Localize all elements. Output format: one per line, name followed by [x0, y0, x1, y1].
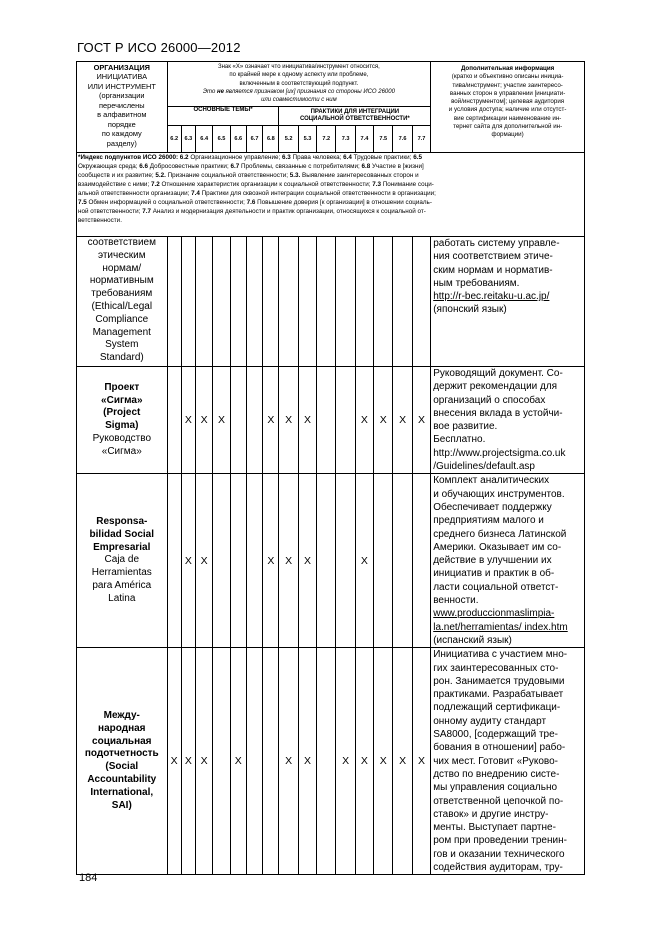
relevance-mark-cell	[213, 648, 230, 875]
relevance-mark-cell: X	[181, 474, 195, 648]
additional-info-cell	[431, 237, 585, 367]
info-line: инициатив и практик в об-	[433, 568, 555, 580]
subclause-code-header: 7.7	[412, 126, 430, 153]
relevance-mark-cell: X	[412, 648, 430, 875]
subclause-code-header: 6.8	[263, 126, 279, 153]
relevance-mark-cell: X	[393, 648, 412, 875]
relevance-mark-cell	[374, 237, 393, 367]
relevance-mark-cell: X	[374, 648, 393, 875]
relevance-mark-cell	[279, 237, 298, 367]
info-line: (японский язык)	[433, 304, 507, 316]
relevance-mark-cell: X	[263, 474, 279, 648]
header-org-line: по каждому	[101, 129, 142, 139]
relevance-mark-cell	[374, 474, 393, 648]
info-line: среднего бизнеса Латинской	[433, 528, 567, 540]
relevance-mark-cell: X	[230, 648, 246, 875]
info-line: SA8000, [содержащий тре-	[433, 729, 559, 741]
relevance-mark-cell: X	[181, 648, 195, 875]
subclause-legend: *Индекс подпунктов ИСО 26000: 6.2 Организационное управление; 6.3 Права человека; 6.4 Трудовые практики; 6.5 Окружающая среда; 6.6 Добросовестные практики; 6.7 Проблемы, связанные с потребителями; 6.8 Участие в [жизни] сообществ и их развитие; 5.2. Признание социальной ответственности; 5.3. Выявление заинтересованных сторон и взаимодействие с ними; 7.2 Отношение характеристик организации к социальной ответственности; 7.3 Понимание соци- альной ответственности организации; 7.4 Практики для сквозной интеграции социальной ответственности в организации; 7.5 Обмен информацией о социальной ответственности; 7.6 Повышение доверия [к организации] в отношении социаль- ной ответственности; 7.7 Анализ и модернизация деятельности и практик организации, относящихся к социальной от- ветственности.	[77, 153, 585, 237]
info-line: действие в улучшении их	[433, 555, 552, 567]
initiative-name-line: этическим	[97, 249, 146, 261]
initiative-name-line: Standard)	[99, 352, 144, 364]
initiative-name-line: System	[105, 339, 139, 351]
info-line: гих заинтересованных сто-	[433, 662, 559, 674]
header-org-line: ИЛИ ИНСТРУМЕНТ	[87, 81, 156, 91]
info-line: бования в отношении] рабо-	[433, 742, 566, 754]
info-line: ром при проведении тренин-	[433, 835, 567, 847]
relevance-mark-cell: X	[355, 474, 373, 648]
info-line: ским нормам и норматив-	[433, 264, 553, 276]
relevance-mark-cell: X	[298, 474, 316, 648]
info-line: венности.	[433, 595, 479, 607]
relevance-mark-cell	[213, 237, 230, 367]
x-note-line: или совместимости с ним	[261, 97, 337, 104]
info-line: ответственной цепочкой по-	[433, 795, 564, 807]
initiative-name-bold-line: народная	[98, 722, 146, 734]
info-link[interactable]: www.produccionmaslimpia-	[433, 608, 555, 620]
relevance-mark-cell: X	[196, 648, 213, 875]
header-additional-info	[431, 62, 585, 153]
subclause-code-header: 6.7	[246, 126, 262, 153]
initiative-name-line: нормам/	[102, 262, 142, 274]
info-line: чих мест. Готовит «Руково-	[433, 755, 559, 767]
initiative-name-bold-line: SAI)	[111, 799, 132, 811]
initiative-name-line: соответствием	[87, 237, 156, 248]
subclause-code-header: 5.2	[279, 126, 298, 153]
header-org-line: порядке	[107, 119, 136, 129]
info-line: дство по внедрению систе-	[433, 768, 560, 780]
info-line: http://www.projectsigma.co.uk	[433, 447, 566, 459]
relevance-mark-cell	[393, 474, 412, 648]
relevance-mark-cell	[167, 367, 181, 474]
info-line: онному аудиту стандарт	[433, 715, 547, 727]
additional-info-line: вой/инструментом]; целевая аудитория	[451, 98, 565, 106]
initiative-name-cell	[77, 237, 168, 367]
x-note-line: Знак «Х» означает что инициатива/инструмент относится,	[217, 64, 380, 70]
initiative-name-cell	[77, 474, 168, 648]
info-line: Обеспечивает поддержку	[433, 501, 552, 513]
info-line: вое развитие.	[433, 421, 498, 433]
relevance-mark-cell: X	[298, 367, 316, 474]
relevance-mark-cell: X	[279, 474, 298, 648]
relevance-mark-cell: X	[263, 367, 279, 474]
initiative-name-bold-line: Responsa-	[96, 516, 148, 528]
relevance-mark-cell	[336, 237, 355, 367]
initiative-name-line: (Ethical/Legal	[91, 300, 153, 312]
relevance-mark-cell	[412, 474, 430, 648]
relevance-mark-cell	[213, 474, 230, 648]
info-line: держит рекомендации для	[433, 381, 558, 393]
table-row	[77, 367, 585, 474]
table-row	[77, 237, 585, 367]
subclause-code-header: 6.3	[181, 126, 195, 153]
relevance-mark-cell	[336, 474, 355, 648]
info-line: Руководящий документ. Со-	[433, 368, 563, 379]
subclause-code-header: 6.6	[230, 126, 246, 153]
initiative-name-bold-line: International,	[90, 786, 154, 798]
header-core-subjects: ОСНОВНЫЕ ТЕМЫ*	[167, 107, 279, 126]
header-org-line: ОРГАНИЗАЦИЯ	[93, 63, 150, 72]
page-number: 184	[79, 872, 98, 884]
relevance-mark-cell: X	[374, 367, 393, 474]
initiative-name-bold-line: «Сигма»	[101, 394, 143, 406]
subclause-code-header: 7.2	[317, 126, 336, 153]
relevance-mark-cell	[167, 474, 181, 648]
additional-info-line: (кратко и объективно описаны инициа-	[451, 73, 564, 81]
info-line: подлежащий сертификаци-	[433, 702, 561, 714]
subclause-code-header: 7.6	[393, 126, 412, 153]
additional-info-cell	[431, 367, 585, 474]
relevance-mark-cell	[317, 648, 336, 875]
relevance-mark-cell: X	[393, 367, 412, 474]
initiative-name-bold-line: социальная	[92, 735, 152, 747]
header-org-line: ИНИЦИАТИВА	[96, 72, 148, 82]
subclause-code-header: 5.3	[298, 126, 316, 153]
subclause-code-header: 6.4	[196, 126, 213, 153]
header-org-line: разделу)	[106, 138, 137, 148]
relevance-mark-cell: X	[213, 367, 230, 474]
table-row	[77, 648, 585, 875]
initiative-name-line: Herramientas	[91, 567, 152, 579]
info-line: /Guidelines/default.asp	[433, 461, 535, 473]
initiative-name-bold-line: подотчетность	[84, 748, 159, 760]
relevance-mark-cell: X	[412, 367, 430, 474]
subclause-code-header: 6.5	[213, 126, 230, 153]
initiatives-table	[76, 61, 585, 875]
relevance-mark-cell: X	[279, 367, 298, 474]
relevance-mark-cell	[230, 367, 246, 474]
additional-info-line: вие сертификации наименование ин-	[453, 114, 562, 122]
info-link[interactable]: http://r-bec.reitaku-u.ac.jp/	[433, 291, 550, 303]
relevance-mark-cell: X	[167, 648, 181, 875]
header-x-note	[167, 62, 431, 107]
x-note-line: по крайней мере к одному аспекту или проблеме,	[229, 72, 369, 79]
info-line: внесения вклада в устойчи-	[433, 407, 563, 419]
additional-info-line: тернет сайта для дополнительной ин-	[453, 123, 563, 131]
additional-info-title: Дополнительная информация	[460, 65, 555, 72]
subclause-code-header: 7.3	[336, 126, 355, 153]
info-line: организаций о способах	[433, 394, 546, 406]
info-line: содействия аудиторам, тру-	[433, 861, 563, 873]
relevance-mark-cell	[196, 237, 213, 367]
relevance-mark-cell	[393, 237, 412, 367]
initiative-name-bold-line: (Project	[103, 407, 141, 419]
subclause-code-header: 7.4	[355, 126, 373, 153]
relevance-mark-cell	[298, 237, 316, 367]
initiative-name-bold-line: (Social	[105, 761, 139, 773]
initiative-name-line: Руководство	[92, 432, 151, 444]
info-line: менты. Выступает партне-	[433, 822, 556, 834]
relevance-mark-cell	[246, 237, 262, 367]
document-title: ГОСТ Р ИСО 26000—2012	[77, 40, 241, 55]
subclause-code-header: 6.2	[167, 126, 181, 153]
additional-info-cell	[431, 474, 585, 648]
header-organization-column	[77, 62, 168, 153]
info-line: ставок» и другие инстру-	[433, 808, 549, 820]
relevance-mark-cell	[246, 367, 262, 474]
initiative-name-line: «Сигма»	[101, 445, 142, 457]
relevance-mark-cell: X	[355, 648, 373, 875]
relevance-mark-cell	[412, 237, 430, 367]
additional-info-line: и условия доступа; наличие или отсутст-	[448, 106, 567, 114]
info-line: гов и оказании технического	[433, 848, 565, 860]
relevance-mark-cell: X	[181, 367, 195, 474]
relevance-mark-cell: X	[336, 648, 355, 875]
initiative-name-bold-line: Accountability	[87, 774, 157, 786]
relevance-mark-cell	[181, 237, 195, 367]
info-line: работать систему управле-	[433, 238, 560, 249]
info-link[interactable]: la.net/herramientas/ index.htm	[433, 621, 568, 633]
info-line: ласти социальной ответст-	[433, 581, 559, 593]
info-line: Комплект аналитических	[433, 475, 550, 487]
initiative-name-bold-line: Между-	[103, 710, 140, 722]
initiative-name-cell	[77, 367, 168, 474]
relevance-mark-cell	[230, 474, 246, 648]
initiative-name-cell	[77, 648, 168, 875]
info-line: рон. Занимается трудовыми	[433, 675, 565, 687]
x-note-line: Это не является признаком [их] признания со стороны ИСО 26000	[202, 88, 395, 95]
additional-info-line: тива/инструмент; участие заинтересо-	[452, 81, 563, 89]
info-line: Бесплатно.	[433, 434, 486, 446]
info-line: Инициатива с участием мно-	[433, 649, 568, 661]
table-row	[77, 474, 585, 648]
initiative-name-line: Management	[92, 326, 151, 338]
additional-info-cell	[431, 648, 585, 875]
initiative-name-line: Compliance	[95, 313, 149, 325]
info-line: мы управления социально	[433, 782, 558, 794]
header-org-line: (организации	[99, 91, 145, 101]
header-org-line: перечислены	[98, 100, 145, 110]
relevance-mark-cell: X	[279, 648, 298, 875]
relevance-mark-cell	[317, 367, 336, 474]
relevance-mark-cell	[246, 648, 262, 875]
info-line: ным требованиям.	[433, 277, 520, 289]
initiative-name-line: para América	[92, 580, 152, 591]
info-line: (испанский язык)	[433, 634, 512, 646]
info-line: ния соответствием этиче-	[433, 251, 553, 263]
header-integration-practices: ПРАКТИКИ ДЛЯ ИНТЕГРАЦИИ СОЦИАЛЬНОЙ ОТВЕТСТВЕННОСТИ*	[279, 107, 431, 126]
additional-info-line: ванных сторон в управлении [инициати-	[449, 89, 566, 97]
initiative-name-line: требованиям	[91, 288, 153, 300]
relevance-mark-cell: X	[298, 648, 316, 875]
header-org-line: в алфавитном	[97, 110, 147, 120]
relevance-mark-cell	[355, 237, 373, 367]
subclause-code-header: 7.5	[374, 126, 393, 153]
relevance-mark-cell	[317, 237, 336, 367]
relevance-mark-cell	[317, 474, 336, 648]
x-note-line: включенным в соответствующий подпункт.	[239, 80, 359, 87]
initiative-name-bold-line: bilidad Social	[89, 528, 155, 540]
initiative-name-bold-line: Sigma)	[105, 420, 139, 432]
initiative-name-line: Latina	[108, 592, 136, 604]
additional-info-line: формации)	[491, 131, 524, 139]
relevance-mark-cell	[167, 237, 181, 367]
info-line: Америки. Оказывает им со-	[433, 541, 562, 553]
relevance-mark-cell: X	[355, 367, 373, 474]
relevance-mark-cell	[263, 237, 279, 367]
relevance-mark-cell	[246, 474, 262, 648]
initiative-name-line: нормативным	[89, 275, 154, 287]
info-line: и обучающих инструментов.	[433, 488, 565, 500]
relevance-mark-cell	[336, 367, 355, 474]
relevance-mark-cell	[263, 648, 279, 875]
info-line: практиками. Разрабатывает	[433, 689, 564, 701]
relevance-mark-cell: X	[196, 367, 213, 474]
initiative-name-bold-line: Проект	[104, 381, 140, 393]
relevance-mark-cell	[230, 237, 246, 367]
initiative-name-bold-line: Empresarial	[93, 541, 151, 553]
relevance-mark-cell: X	[196, 474, 213, 648]
initiative-name-line: Caja de	[104, 554, 140, 566]
info-line: предприятиям малого и	[433, 515, 544, 527]
